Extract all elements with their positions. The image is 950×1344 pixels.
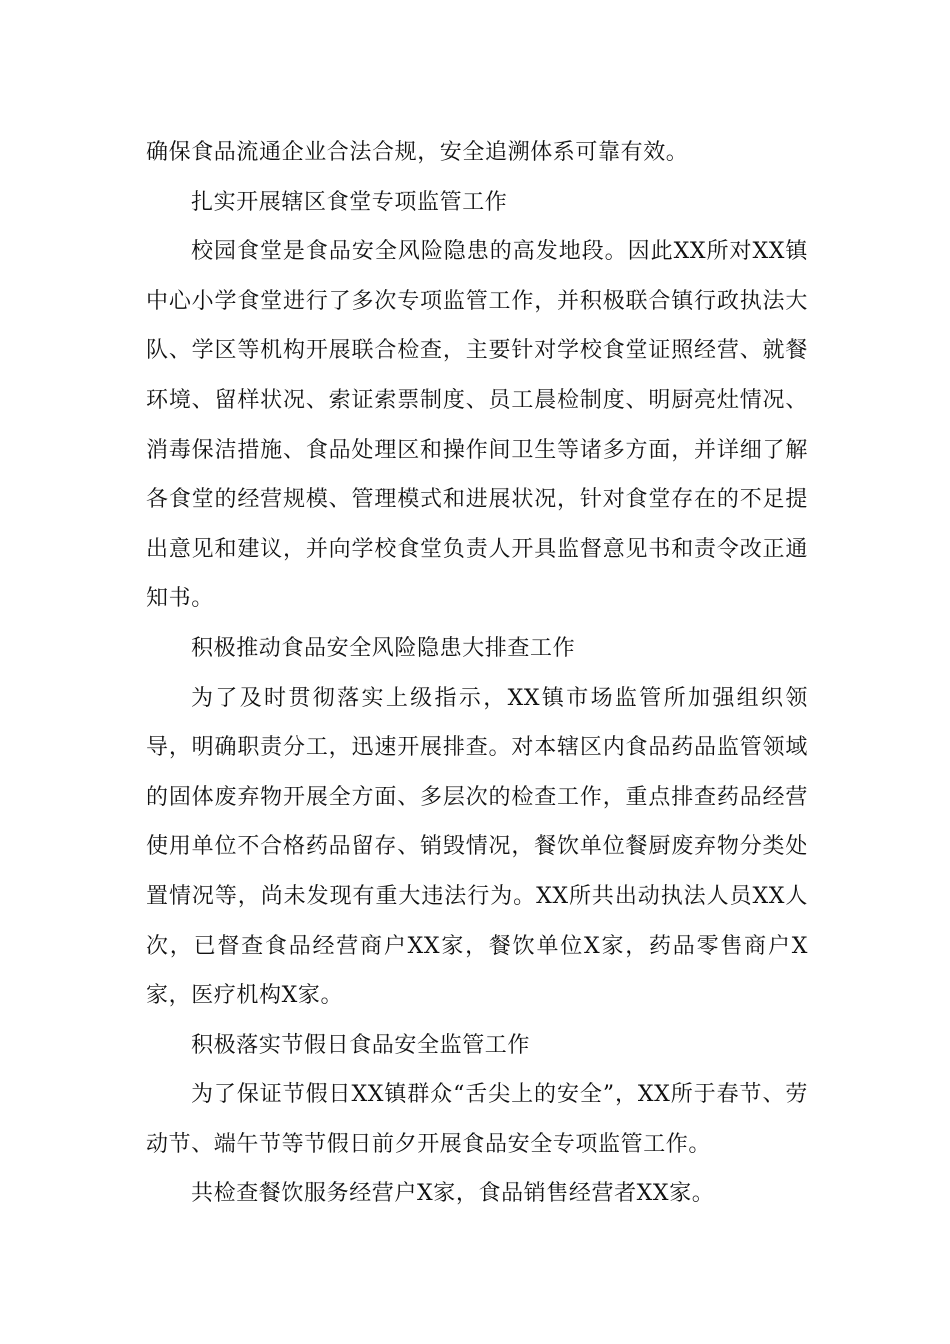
paragraph-holiday-supervision: 为了保证节假日XX镇群众“舌尖上的安全”，XX所于春节、劳动节、端午节等节假日前夕开展食品安全专项监管工作。 [146,1082,808,1157]
paragraph-inspection-count: 共检查餐饮服务经营户X家，食品销售经营者XX家。 [191,1181,715,1207]
section-heading-risk-inspection: 积极推动食品安全风险隐患大排查工作 [191,635,576,661]
section-heading-canteen-supervision: 扎实开展辖区食堂专项监管工作 [191,189,508,215]
document-body [146,128,808,1219]
paragraph-canteen-supervision: 校园食堂是食品安全风险隐患的高发地段。因此XX所对XX镇中心小学食堂进行了多次专项监管工作，并积极联合镇行政执法大队、学区等机构开展联合检查，主要针对学校食堂证照经营、就餐环境、留样状况、索证索票制度、员工晨检制度、明厨亮灶情况、消毒保洁措施、食品处理区和操作间卫生等诸多方面，并详细了解各食堂的经营规模、管理模式和进展状况，针对食堂存在的不足提出意见和建议，并向学校食堂负责人开具监督意见书和责令改正通知书。 [146,239,808,612]
section-heading-holiday-supervision: 积极落实节假日食品安全监管工作 [191,1032,531,1058]
paragraph-continuation: 确保食品流通企业合法合规，安全追溯体系可靠有效。 [146,140,689,165]
paragraph-risk-inspection: 为了及时贯彻落实上级指示，XX镇市场监管所加强组织领导，明确职责分工，迅速开展排查。对本辖区内食品药品监管领域的固体废弃物开展全方面、多层次的检查工作，重点排查药品经营使用单位不合格药品留存、销毁情况，餐饮单位餐厨废弃物分类处置情况等，尚未发现有重大违法行为。XX所共出动执法人员XX人次，已督查食品经营商户XX家，餐饮单位X家，药品零售商户X家，医疗机构X家。 [146,685,808,1009]
